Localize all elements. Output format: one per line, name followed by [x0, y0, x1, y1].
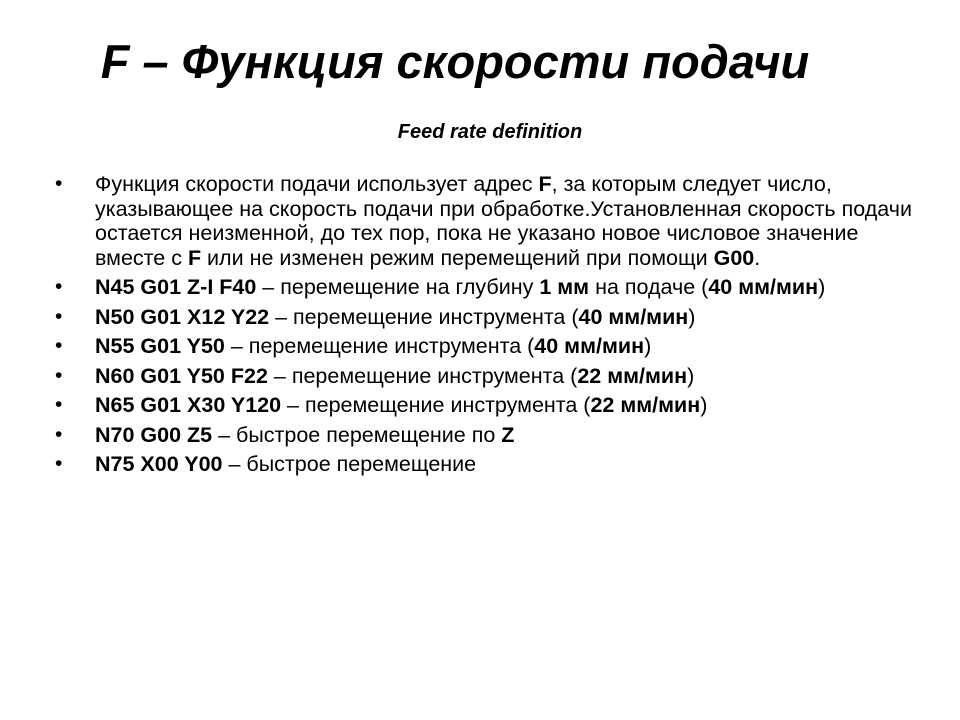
- text-segment-bold: 1 мм: [539, 275, 590, 299]
- bullet-icon: •: [55, 304, 63, 328]
- text-segment-bold: N45 G01 Z-I F40: [95, 275, 257, 299]
- bullet-list: [55, 172, 915, 482]
- text-segment: ): [818, 275, 826, 299]
- text-segment: ): [700, 393, 708, 417]
- text-segment-bold: N60 G01 Y50 F22: [95, 363, 268, 388]
- text-segment: .: [754, 245, 761, 270]
- bullet-text: [95, 452, 476, 476]
- text-segment-bold: N75 X00 Y00: [95, 452, 223, 476]
- text-segment: ): [644, 334, 652, 358]
- bullet-item-n65: [55, 393, 915, 418]
- text-segment: – быстрое перемещение: [222, 452, 477, 476]
- text-segment: – перемещение инструмента (: [281, 393, 591, 417]
- text-segment-bold: N55 G01 Y50: [95, 334, 225, 358]
- bullet-icon: •: [55, 452, 63, 475]
- bullet-icon: •: [55, 172, 63, 195]
- slide-title: F – Функция скорости подачи: [100, 35, 810, 88]
- text-segment-bold: 22 мм/мин: [577, 363, 688, 388]
- bullet-item-n55: [55, 334, 915, 359]
- text-segment: Функция скорости подачи использует адрес: [95, 172, 539, 196]
- bullet-icon: •: [55, 363, 63, 387]
- bullet-item-n45: [55, 275, 915, 300]
- text-segment: ): [687, 363, 695, 388]
- text-segment-bold: 40 мм/мин: [578, 304, 689, 329]
- text-segment: или не изменен режим перемещений при помощи: [201, 245, 714, 270]
- text-segment: – перемещение инструмента (: [267, 363, 578, 388]
- bullet-item-n75: [55, 452, 915, 477]
- slide-subtitle: Feed rate definition: [397, 121, 583, 143]
- bullet-text: [95, 334, 651, 358]
- bullet-text: [95, 275, 825, 299]
- text-segment: , за которым следует число, указывающее на скорость подачи при обработке.Установленная скорость подачи остается неизменной, до тех пор, пока не указано новое числовое значение вместе с: [95, 172, 912, 270]
- bullet-item-n70: [55, 423, 915, 448]
- bullet-icon: •: [55, 393, 63, 416]
- text-segment: на подаче (: [589, 275, 709, 299]
- bullet-icon: •: [55, 275, 63, 298]
- text-segment-bold: G00: [713, 245, 755, 270]
- text-segment-bold: N70 G00 Z5: [95, 422, 213, 447]
- bullet-text: [95, 423, 514, 447]
- bullet-item-feed-function: [55, 172, 915, 270]
- text-segment: – перемещение на глубину: [256, 275, 540, 299]
- text-segment: – перемещение инструмента (: [224, 334, 535, 358]
- bullet-text: [95, 393, 707, 417]
- bullet-text: [95, 172, 912, 270]
- text-segment-bold: N65 G01 X30 Y120: [95, 393, 282, 417]
- bullet-icon: •: [55, 422, 63, 446]
- text-segment-bold: 40 мм/мин: [708, 275, 819, 299]
- text-segment: – быстрое перемещение по: [212, 422, 502, 447]
- text-segment-bold: F: [538, 172, 552, 196]
- text-segment: – перемещение инструмента (: [269, 304, 579, 329]
- bullet-icon: •: [55, 334, 63, 357]
- bullet-text: [95, 305, 695, 329]
- bullet-item-n50: [55, 305, 915, 330]
- bullet-text: [95, 364, 694, 388]
- text-segment-bold: 40 мм/мин: [534, 334, 645, 358]
- text-segment-bold: 22 мм/мин: [590, 393, 701, 417]
- text-segment: ): [688, 304, 696, 329]
- text-segment-bold: Z: [501, 422, 515, 447]
- text-segment-bold: F: [187, 245, 202, 270]
- text-segment-bold: N50 G01 X12 Y22: [95, 304, 270, 329]
- bullet-item-n60: [55, 364, 915, 389]
